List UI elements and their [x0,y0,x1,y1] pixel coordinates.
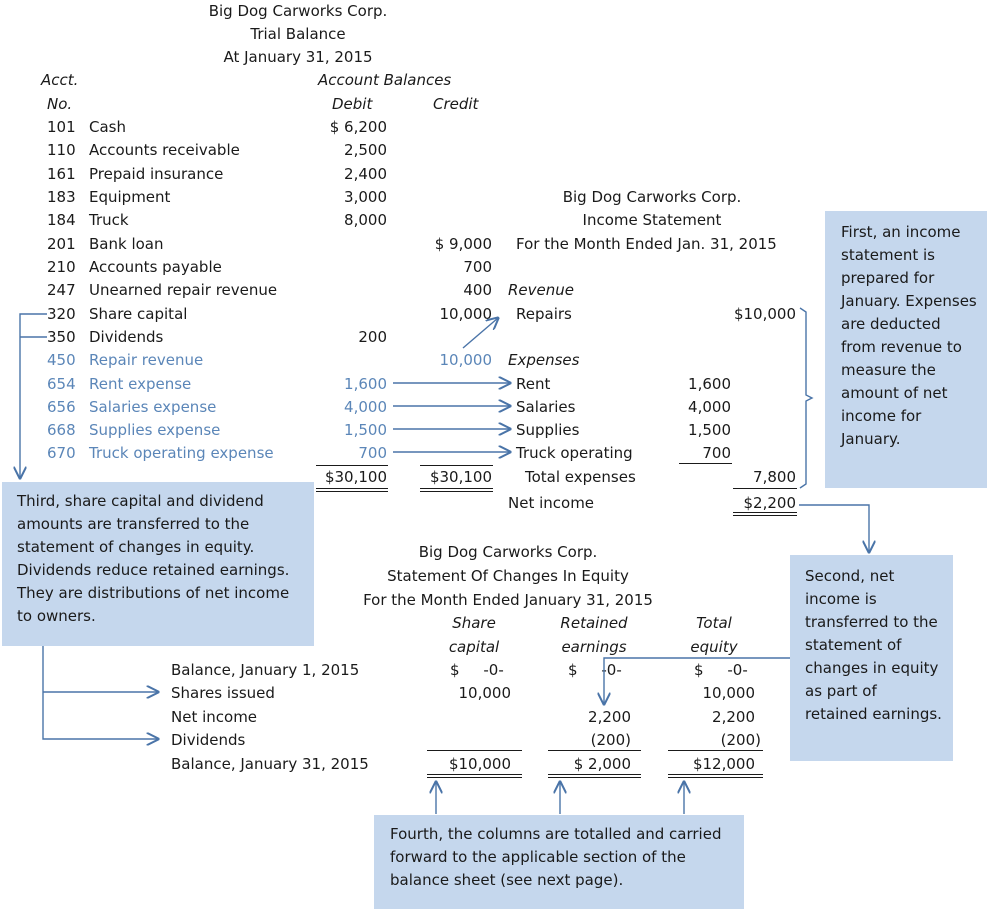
eq-retained-value: 2,200 [588,708,631,726]
debit-value: 1,600 [344,375,387,393]
acct-no: 670 [47,444,76,462]
col-total-header-2: equity [690,638,738,656]
is-title: Income Statement [582,211,722,229]
eq-row-label: Shares issued [171,684,275,702]
total-expenses-label: Total expenses [525,468,636,486]
acct-name: Dividends [89,328,164,346]
eq-share-value: 10,000 [458,684,511,702]
acct-name: Unearned repair revenue [89,281,278,299]
net-income-label: Net income [508,494,595,512]
acct-name: Repair revenue [89,351,204,369]
acct-name: Truck [89,211,129,229]
expense-name: Supplies [516,421,580,439]
acct-no: 654 [47,375,76,393]
col-retained-header-1: Retained [560,614,628,632]
acct-name: Prepaid insurance [89,165,224,183]
debit-value: 200 [358,328,387,346]
repairs-label: Repairs [516,305,572,323]
eq-total-value: $ -0- [694,661,748,679]
acct-no: 668 [47,421,76,439]
acct-no: 320 [47,305,76,323]
acct-name: Bank loan [89,235,164,253]
credit-value: 10,000 [439,305,492,323]
eq-period: For the Month Ended January 31, 2015 [363,591,653,609]
acct-name: Accounts receivable [89,141,240,159]
arrow-third-down [20,314,47,478]
eq-row-label: Balance, January 31, 2015 [171,755,369,773]
expense-value: 1,500 [688,421,731,439]
debit-label: Debit [332,95,373,113]
credit-value: 700 [463,258,492,276]
acct-no: 247 [47,281,76,299]
debit-value: 8,000 [344,211,387,229]
eq-total-value: 2,200 [712,708,755,726]
total-expenses-value: 7,800 [753,468,796,486]
expenses-label: Expenses [508,351,580,369]
acct-name: Truck operating expense [89,444,274,462]
credit-value: 400 [463,281,492,299]
acct-no: 450 [47,351,76,369]
expense-name: Rent [516,375,551,393]
no-label: No. [47,95,73,113]
note-fourth: Fourth, the columns are totalled and carried forward to the applicable section of the balance sheet (see next page). [374,815,744,909]
col-share-header-1: Share [452,614,496,632]
credit-value: 10,000 [439,351,492,369]
eq-total-value: 10,000 [702,684,755,702]
eq-title: Statement Of Changes In Equity [387,567,629,585]
col-retained-header-2: earnings [561,638,627,656]
total-debit: $30,100 [324,468,387,486]
expense-name: Salaries [516,398,576,416]
acct-no: 161 [47,165,76,183]
arrow-net-income [799,505,869,552]
acct-name: Accounts payable [89,258,222,276]
income-brace [800,308,812,488]
eq-row-label: Dividends [171,731,246,749]
net-income-value: $2,200 [743,494,796,512]
expense-value: 700 [702,444,731,462]
eq-retained-value: $ 2,000 [573,755,631,773]
arrow-revenue [463,318,498,348]
repairs-value: $10,000 [733,305,796,323]
debit-value: 2,500 [344,141,387,159]
expense-value: 4,000 [688,398,731,416]
debit-value: 700 [358,444,387,462]
col-share-header-2: capital [448,638,500,656]
acct-name: Rent expense [89,375,192,393]
credit-value: $ 9,000 [434,235,492,253]
debit-value: 3,000 [344,188,387,206]
eq-company: Big Dog Carworks Corp. [418,543,598,561]
eq-total-value: (200) [720,731,761,749]
acct-label: Acct. [41,71,79,89]
tb-date: At January 31, 2015 [223,48,373,66]
eq-row-label: Net income [171,708,258,726]
tb-company: Big Dog Carworks Corp. [208,2,388,20]
debit-value: 2,400 [344,165,387,183]
expense-name: Truck operating [516,444,633,462]
expense-value: 1,600 [688,375,731,393]
acct-name: Supplies expense [89,421,221,439]
note-first: First, an income statement is prepared for January. Expenses are deducted from revenue to measure the amount of net income for January. [825,211,987,488]
acct-no: 110 [47,141,76,159]
debit-value: $ 6,200 [329,118,387,136]
eq-total-value: $12,000 [692,755,755,773]
acct-name: Salaries expense [89,398,217,416]
is-period: For the Month Ended Jan. 31, 2015 [516,235,777,253]
acct-no: 350 [47,328,76,346]
revenue-label: Revenue [508,281,574,299]
acct-name: Share capital [89,305,188,323]
acct-name: Equipment [89,188,171,206]
acct-no: 656 [47,398,76,416]
tb-title: Trial Balance [250,25,346,43]
eq-share-value: $10,000 [448,755,511,773]
debit-value: 1,500 [344,421,387,439]
acct-no: 101 [47,118,76,136]
acct-no: 201 [47,235,76,253]
balances-label: Account Balances [318,71,452,89]
acct-no: 210 [47,258,76,276]
total-credit: $30,100 [429,468,492,486]
col-total-header-1: Total [696,614,732,632]
arrow-second-to-retained [604,658,790,704]
eq-retained-value: $ -0- [568,661,622,679]
note-third: Third, share capital and dividend amounts are transferred to the statement of changes in equity. Dividends reduce retained earnings. They are distributions of net income to owners. [2,482,314,646]
is-company: Big Dog Carworks Corp. [562,188,742,206]
credit-label: Credit [433,95,479,113]
debit-value: 4,000 [344,398,387,416]
eq-row-label: Balance, January 1, 2015 [171,661,360,679]
eq-retained-value: (200) [590,731,631,749]
acct-name: Cash [89,118,126,136]
acct-no: 184 [47,211,76,229]
eq-share-value: $ -0- [450,661,504,679]
note-second: Second, net income is transferred to the statement of changes in equity as part of retained earnings. [790,555,953,761]
acct-no: 183 [47,188,76,206]
